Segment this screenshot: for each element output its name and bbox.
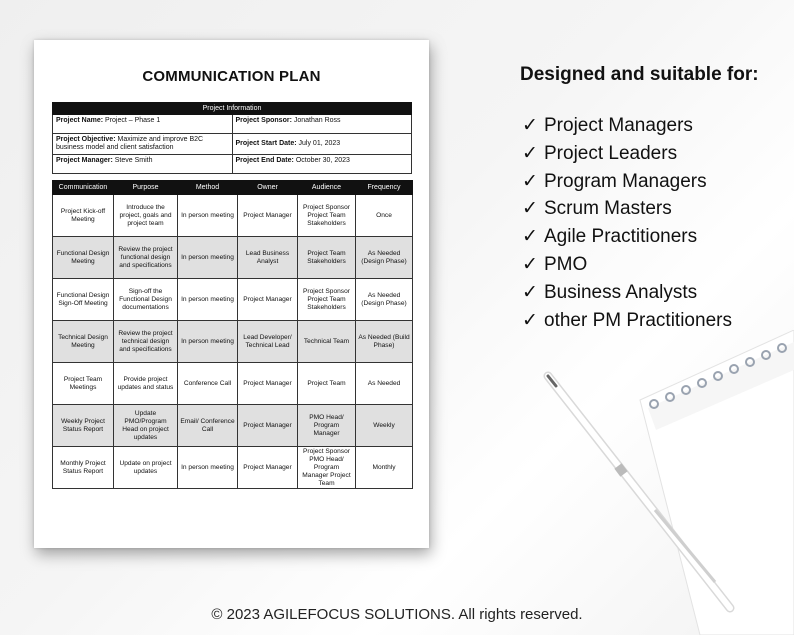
table-row (53, 237, 413, 279)
copyright-notice: © 2023 AGILEFOCUS SOLUTIONS. All rights reserved. (211, 606, 583, 623)
table-cell: Technical Design Meeting (53, 321, 114, 363)
list-item (522, 225, 732, 253)
table-cell: Project Team Stakeholders (298, 237, 356, 279)
check-icon: ✓ (522, 281, 538, 303)
table-cell: Functional Design Meeting (53, 237, 114, 279)
column-header: Method (178, 181, 238, 195)
table-cell: Review the project technical design and specifications (114, 321, 178, 363)
table-cell: Project Manager (238, 405, 298, 447)
table-cell: Update PMO/Program Head on project updates (114, 405, 178, 447)
list-item (522, 281, 732, 309)
list-item (522, 114, 732, 142)
table-cell: Project Manager (238, 447, 298, 489)
table-cell: Lead Business Analyst (238, 237, 298, 279)
list-item-label: PMO (544, 253, 588, 275)
list-item-label: Project Leaders (544, 142, 678, 164)
list-item-label: Project Managers (544, 115, 693, 136)
table-cell: Update on project updates (114, 447, 178, 489)
project-info-header-row (53, 103, 412, 115)
column-header: Purpose (114, 181, 178, 195)
column-header: Frequency (356, 181, 413, 195)
pen-illustration (540, 370, 750, 620)
project-name-cell (53, 115, 233, 134)
table-cell: In person meeting (178, 321, 238, 363)
project-info-row (53, 155, 412, 174)
check-icon: ✓ (522, 142, 538, 164)
plan-header-row (53, 181, 413, 195)
table-cell: Project Manager (238, 363, 298, 405)
column-header: Audience (298, 181, 356, 195)
project-name-value: Project – Phase 1 (105, 117, 161, 124)
list-item (522, 142, 732, 170)
table-cell: Project Team (298, 363, 356, 405)
table-cell: As Needed (Build Phase) (356, 321, 413, 363)
project-sponsor-value: Jonathan Ross (293, 117, 341, 124)
communication-plan-table (52, 180, 413, 489)
project-end-value: October 30, 2023 (295, 157, 350, 164)
list-item-label: other PM Practitioners (544, 309, 732, 331)
table-cell: In person meeting (178, 279, 238, 321)
project-objective-value: Maximize and improve B2C business model and client satisfaction (56, 136, 204, 151)
list-item-label: Scrum Masters (544, 198, 672, 220)
table-cell: Monthly (356, 447, 413, 489)
check-icon: ✓ (522, 309, 538, 331)
project-manager-value: Steve Smith (114, 157, 153, 164)
project-sponsor-label: Project Sponsor: (235, 117, 292, 124)
project-info-header: Project Information (53, 103, 412, 115)
project-end-cell (232, 155, 412, 174)
table-cell: In person meeting (178, 447, 238, 489)
table-cell: As Needed (356, 363, 413, 405)
project-name-label: Project Name: (56, 117, 104, 124)
project-start-label: Project Start Date: (235, 140, 297, 147)
list-item (522, 197, 732, 225)
table-cell: Weekly Project Status Report (53, 405, 114, 447)
project-info-row (53, 134, 412, 155)
table-cell: Conference Call (178, 363, 238, 405)
table-cell: In person meeting (178, 237, 238, 279)
table-cell: In person meeting (178, 195, 238, 237)
table-cell: PMO Head/ Program Manager (298, 405, 356, 447)
check-icon: ✓ (522, 253, 538, 275)
table-cell: Technical Team (298, 321, 356, 363)
table-row (53, 195, 413, 237)
check-icon: ✓ (522, 115, 538, 136)
project-info-table (52, 102, 412, 174)
project-info-row (53, 115, 412, 134)
project-manager-label: Project Manager: (56, 157, 113, 164)
table-row (53, 321, 413, 363)
check-icon: ✓ (522, 170, 538, 192)
table-row (53, 447, 413, 489)
project-start-cell (232, 134, 412, 155)
project-objective-cell (53, 134, 233, 155)
table-cell: Project Kick-off Meeting (53, 195, 114, 237)
table-cell: As Needed (Design Phase) (356, 237, 413, 279)
table-cell: Project Sponsor Project Team Stakeholders (298, 279, 356, 321)
list-item-label: Program Managers (544, 170, 707, 192)
project-sponsor-cell (232, 115, 412, 134)
table-cell: Review the project functional design and specifications (114, 237, 178, 279)
document-preview (34, 40, 429, 548)
list-item-label: Business Analysts (544, 281, 698, 303)
check-icon: ✓ (522, 226, 538, 248)
designed-for-heading: Designed and suitable for: (520, 64, 759, 85)
table-cell: Provide project updates and status (114, 363, 178, 405)
document-title: COMMUNICATION PLAN (142, 68, 321, 85)
table-cell: Project Manager (238, 279, 298, 321)
table-row (53, 363, 413, 405)
table-row (53, 279, 413, 321)
table-cell: As Needed (Design Phase) (356, 279, 413, 321)
table-cell: Project Manager (238, 195, 298, 237)
table-cell: Functional Design Sign-Off Meeting (53, 279, 114, 321)
column-header: Owner (238, 181, 298, 195)
project-start-value: July 01, 2023 (298, 140, 341, 147)
list-item (522, 170, 732, 198)
table-cell: Once (356, 195, 413, 237)
table-cell: Lead Developer/ Technical Lead (238, 321, 298, 363)
table-row (53, 405, 413, 447)
table-cell: Email/ Conference Call (178, 405, 238, 447)
project-end-label: Project End Date: (235, 157, 294, 164)
table-cell: Sign-off the Functional Design documentations (114, 279, 178, 321)
list-item (522, 309, 732, 337)
table-cell: Weekly (356, 405, 413, 447)
audience-list (522, 114, 732, 336)
table-cell: Project Sponsor PMO Head/ Program Manager Project Team (298, 447, 356, 489)
table-cell: Introduce the project, goals and project team (114, 195, 178, 237)
table-cell: Monthly Project Status Report (53, 447, 114, 489)
column-header: Communication (53, 181, 114, 195)
list-item-label: Agile Practitioners (544, 226, 698, 248)
list-item (522, 253, 732, 281)
project-manager-cell (53, 155, 233, 174)
table-cell: Project Sponsor Project Team Stakeholders (298, 195, 356, 237)
project-objective-label: Project Objective: (56, 136, 116, 143)
table-cell: Project Team Meetings (53, 363, 114, 405)
check-icon: ✓ (522, 198, 538, 220)
